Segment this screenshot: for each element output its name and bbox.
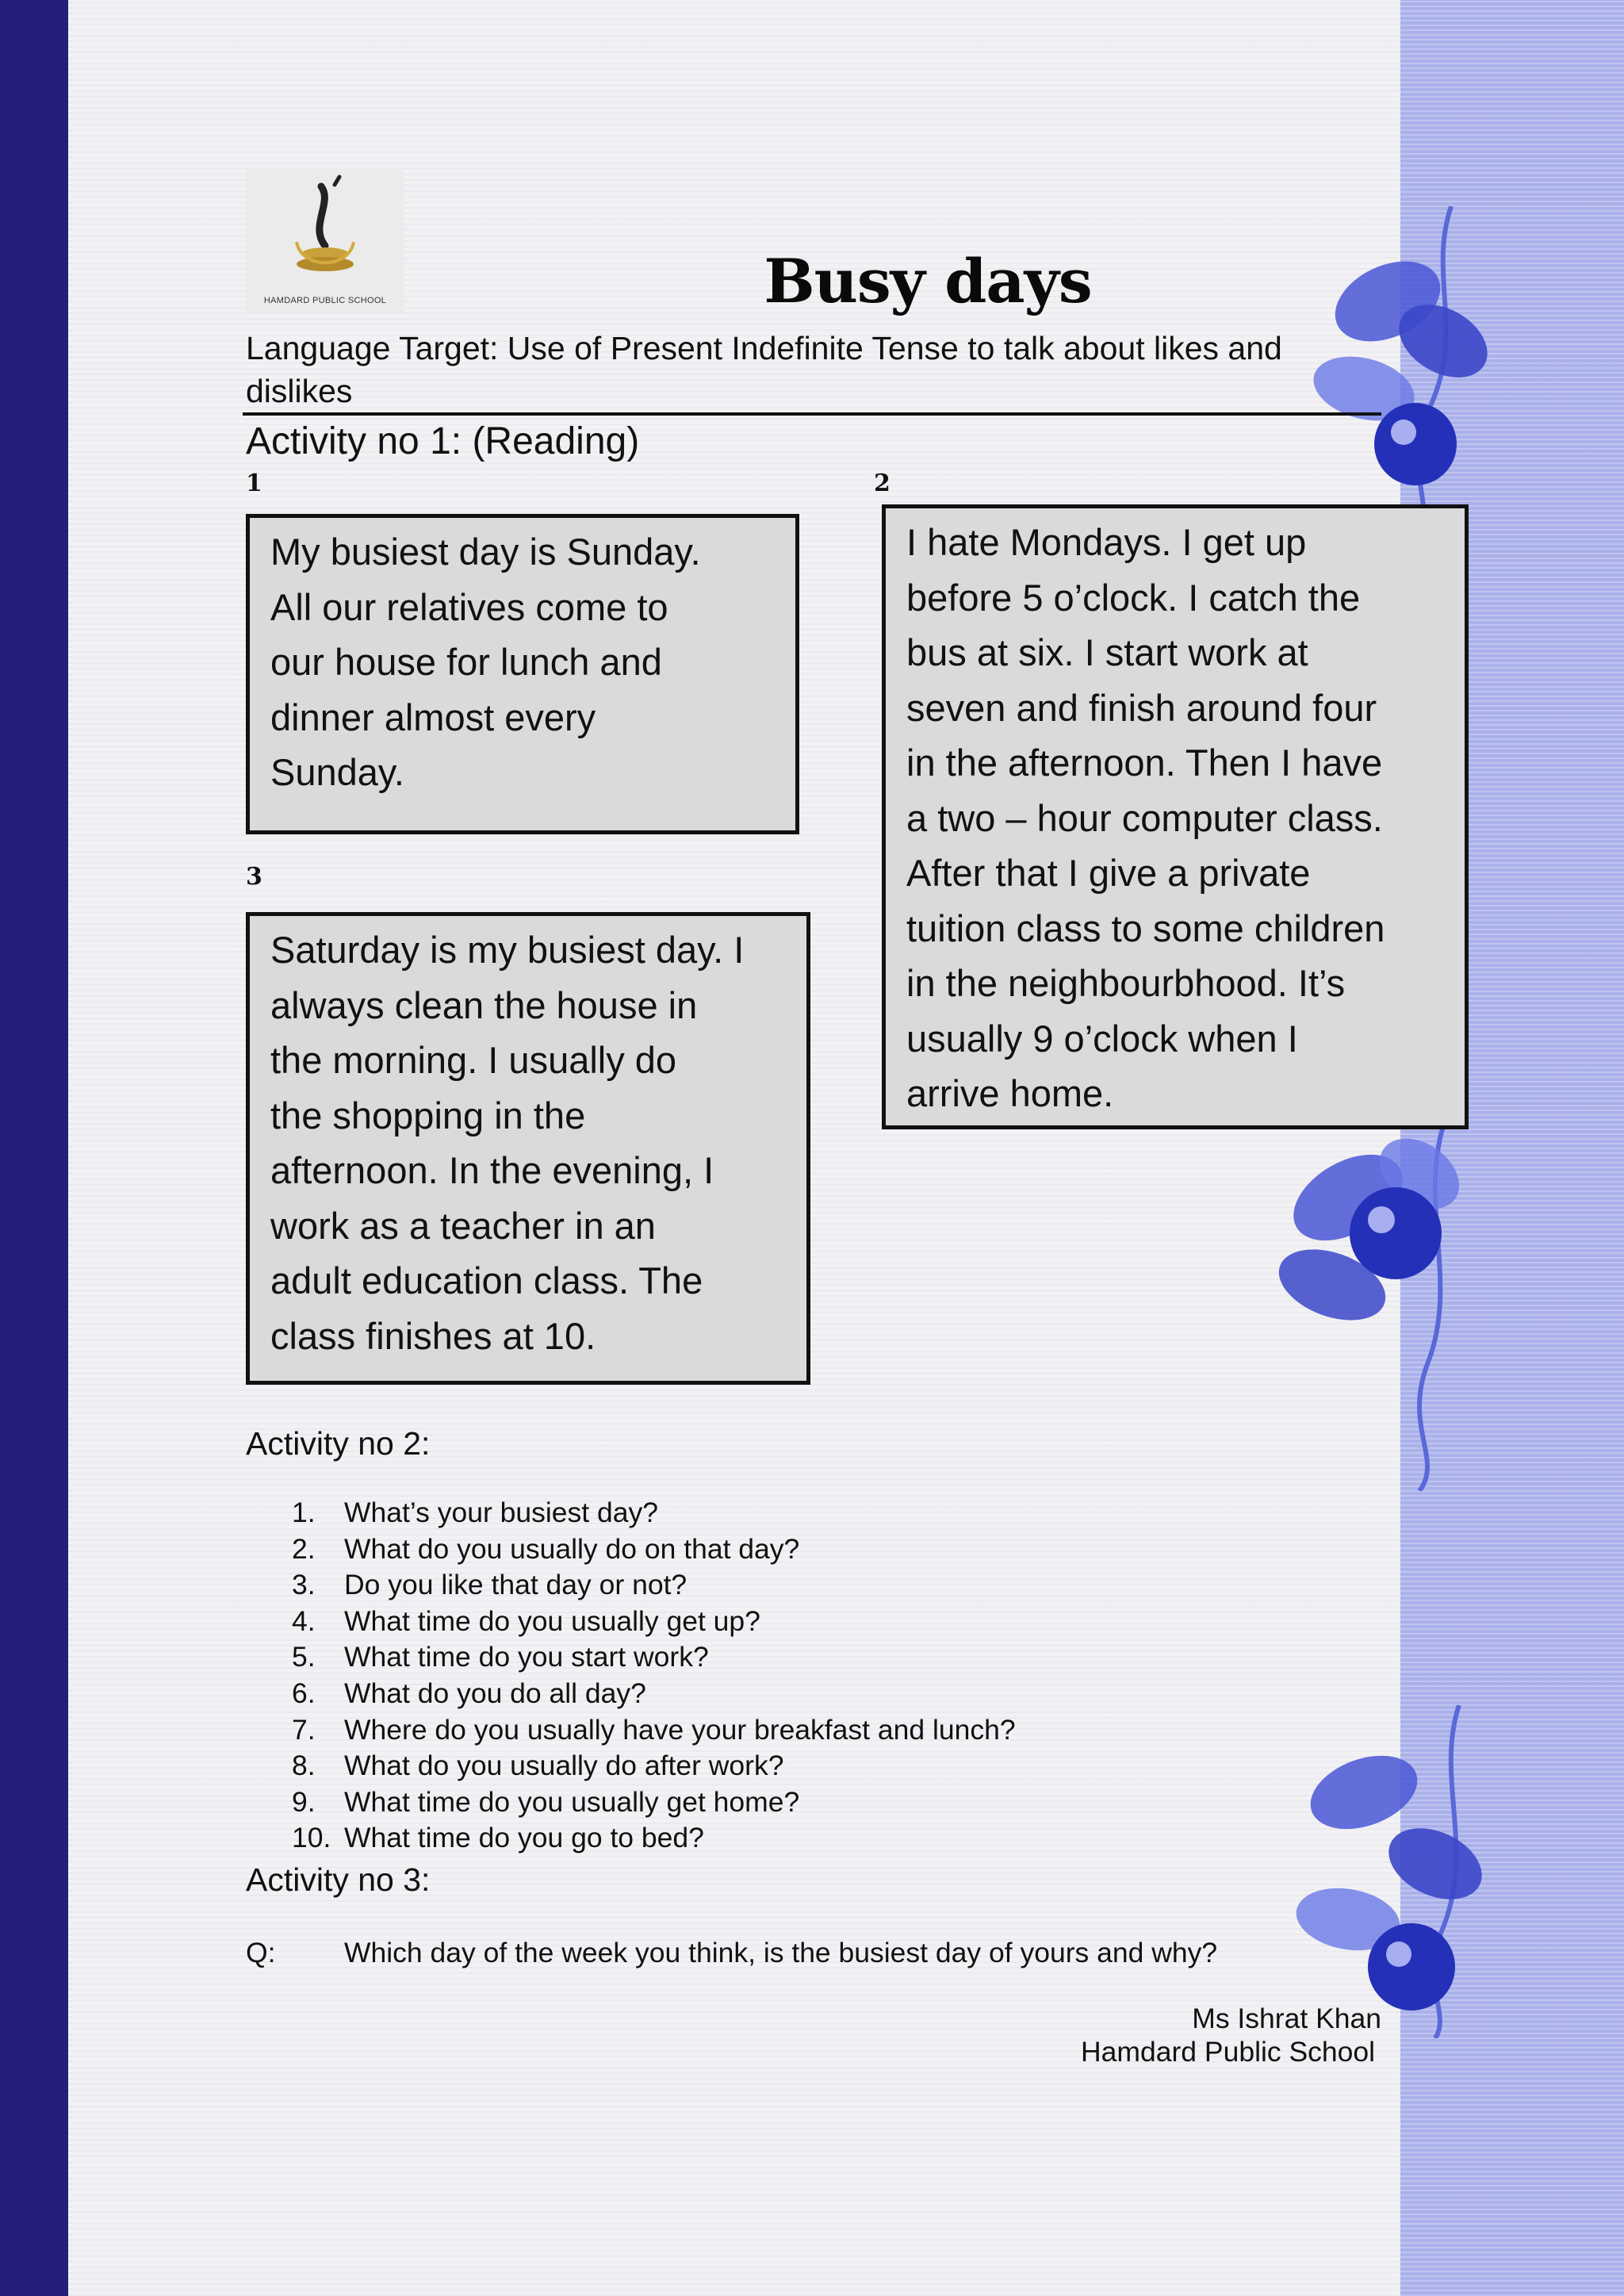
passage-line: in the afternoon. Then I have	[906, 742, 1383, 784]
question-number: 7.	[292, 1713, 316, 1746]
question-text: What do you usually do on that day?	[344, 1532, 800, 1565]
passage-line: seven and finish around four	[906, 686, 1377, 729]
passage-line: I hate Mondays. I get up	[906, 521, 1307, 563]
passage-line: bus at six. I start work at	[906, 631, 1308, 673]
question-text: What do you do all day?	[344, 1677, 646, 1709]
question-text: What time do you go to bed?	[344, 1822, 704, 1854]
passage-line: the morning. I usually do	[270, 1039, 677, 1081]
flower-decoration-icon	[1261, 1705, 1515, 2038]
passage-line: the shopping in the	[270, 1094, 586, 1137]
passage-line: arrive home.	[906, 1072, 1114, 1114]
passage-line: our house for lunch and	[270, 641, 662, 683]
passage-line: All our relatives come to	[270, 585, 668, 628]
passage-line: usually 9 o’clock when I	[906, 1017, 1298, 1060]
question-text: Which day of the week you think, is the busiest day of yours and why?	[344, 1937, 1218, 1968]
activity-3-heading: Activity no 3:	[246, 1861, 431, 1898]
passage-line: Saturday is my busiest day. I	[270, 929, 745, 971]
question-text: Do you like that day or not?	[344, 1569, 688, 1601]
passage-line: class finishes at 10.	[270, 1314, 596, 1357]
question-number: 8.	[292, 1750, 316, 1782]
activity-1-heading: Activity no 1: (Reading)	[246, 420, 640, 462]
question-number: 6.	[292, 1677, 316, 1709]
passage-number: 1	[246, 470, 262, 497]
passage-line: a two – hour computer class.	[906, 796, 1383, 839]
reading-passage-box	[246, 514, 799, 834]
question-number: 5.	[292, 1641, 316, 1673]
passage-line: afternoon. In the evening, I	[270, 1149, 714, 1191]
passage-line: work as a teacher in an	[270, 1204, 656, 1247]
page-title: Busy days	[764, 246, 1092, 316]
school-name: Hamdard Public School	[1081, 2036, 1375, 2068]
question-number: 3.	[292, 1569, 316, 1601]
passage-line: in the neighbourbhood. It’s	[906, 962, 1346, 1004]
passage-line: dinner almost every	[270, 696, 596, 738]
question-text: What do you usually do after work?	[344, 1750, 784, 1782]
question-number: 1.	[292, 1497, 316, 1528]
question-number: 2.	[292, 1532, 316, 1565]
question-text: What’s your busiest day?	[344, 1497, 658, 1528]
question-number: 10.	[292, 1822, 331, 1854]
passage-line: tuition class to some children	[906, 907, 1385, 949]
language-target: Language Target: Use of Present Indefinite Tense to talk about likes and dislikes	[246, 330, 1282, 409]
left-border-bar	[0, 0, 68, 2296]
question-text: What time do you usually get up?	[344, 1604, 760, 1637]
question-text: Where do you usually have your breakfast and lunch?	[344, 1713, 1016, 1746]
question-number: 9.	[292, 1785, 316, 1818]
passage-number: 2	[874, 470, 891, 497]
reading-passage-box	[882, 504, 1469, 1129]
teacher-name: Ms Ishrat Khan	[1192, 2003, 1381, 2034]
passage-line: before 5 o’clock. I catch the	[906, 576, 1361, 619]
reading-passage-box	[246, 912, 810, 1385]
question-label: Q:	[246, 1937, 276, 1968]
school-logo	[246, 171, 404, 313]
passage-line: Sunday.	[270, 751, 404, 793]
title-rule-divider	[243, 412, 1381, 416]
activity-2-heading: Activity no 2:	[246, 1425, 431, 1462]
passage-number: 3	[246, 863, 262, 891]
question-number: 4.	[292, 1604, 316, 1637]
logo-text: HAMDARD PUBLIC SCHOOL	[263, 296, 387, 305]
passage-line: adult education class. The	[270, 1259, 703, 1301]
passage-line: After that I give a private	[906, 852, 1311, 894]
question-text: What time do you start work?	[344, 1641, 709, 1673]
question-text: What time do you usually get home?	[344, 1785, 800, 1818]
passage-line: My busiest day is Sunday.	[270, 531, 701, 573]
quill-book-icon	[246, 171, 404, 289]
flower-decoration-icon	[1253, 1126, 1507, 1491]
passage-line: always clean the house in	[270, 983, 698, 1026]
